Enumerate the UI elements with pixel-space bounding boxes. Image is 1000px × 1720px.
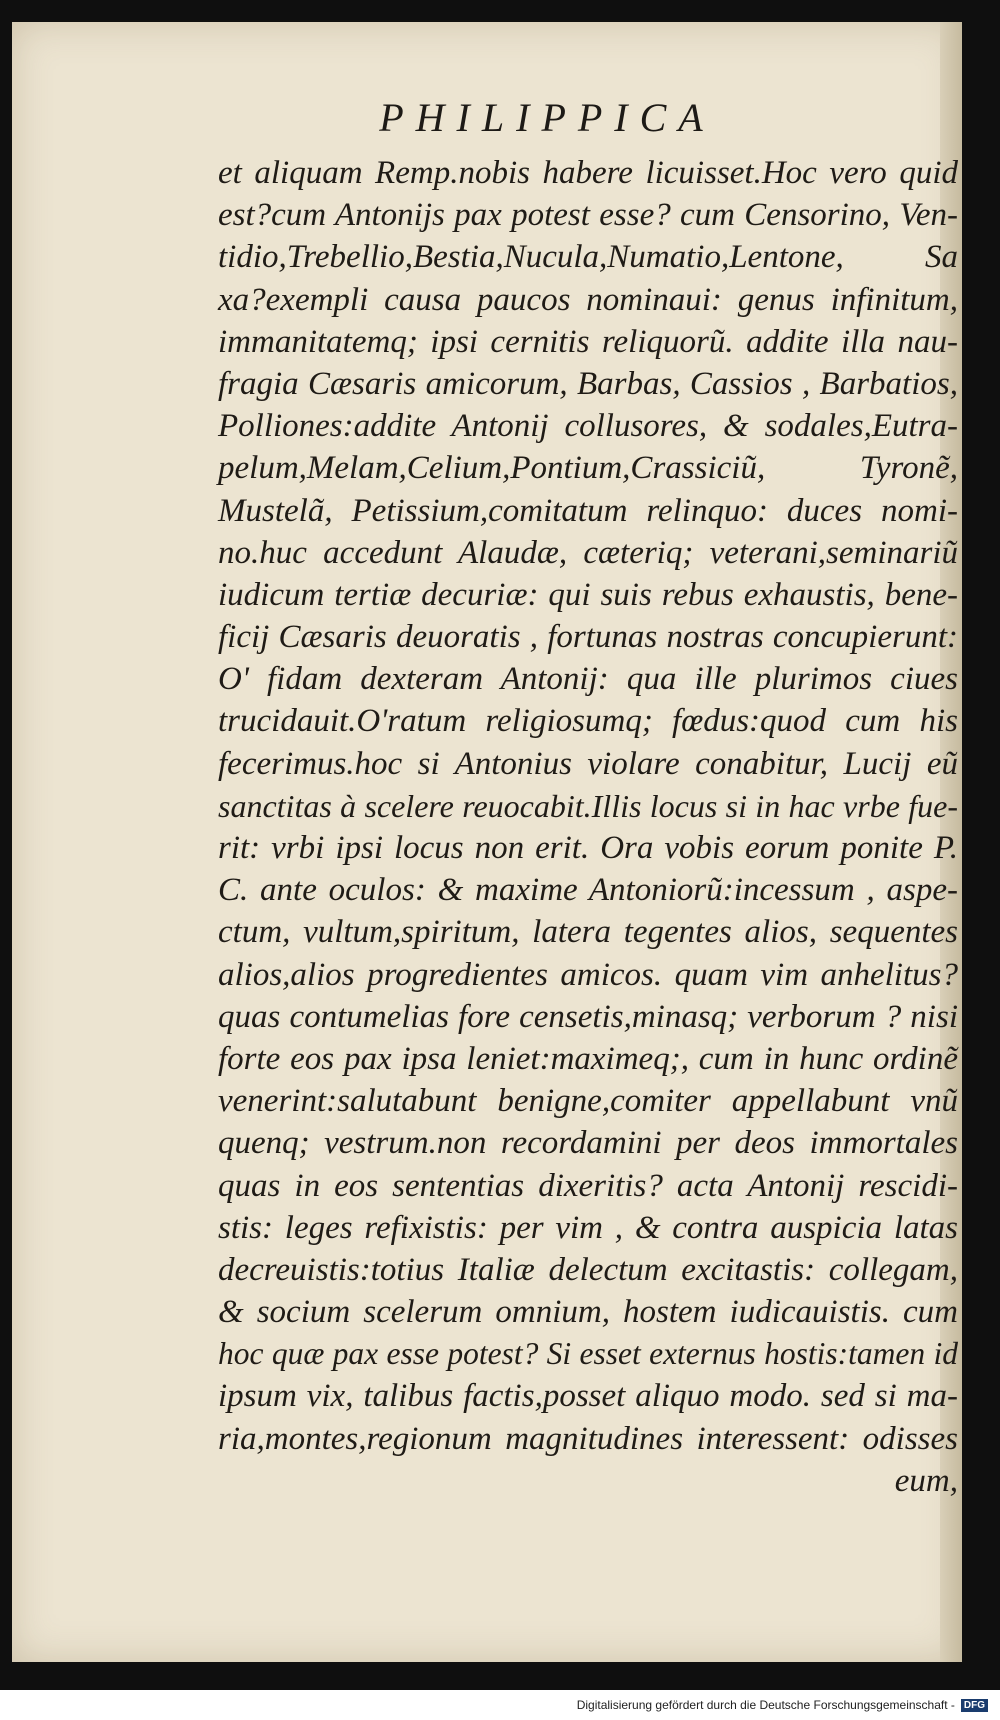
running-header: PHILIPPICA — [379, 95, 715, 140]
text-line: xa?exempli causa paucos nominaui: genus infinitum, — [218, 281, 958, 318]
text-line: decreuistis:totius Italiæ delectum excitastis: collegam, — [218, 1251, 958, 1288]
text-line: est?cum Antonijs pax potest esse? cum Censorino, Ven- — [218, 197, 958, 234]
text-line: trucidauit.O'ratum religiosumq; fœdus:quod cum his — [218, 703, 958, 740]
text-line: no.huc accedunt Alaudæ, cæteriq; veterani,seminariũ — [218, 534, 958, 571]
text-line: eum, — [894, 1462, 958, 1499]
text-line: quenq; vestrum.non recordamini per deos immortales — [218, 1125, 958, 1162]
dfg-logo: DFG — [961, 1699, 988, 1712]
text-line: et aliquam Remp.nobis habere licuisset.Hoc vero quid — [218, 155, 958, 191]
text-line: O' fidam dexteram Antonij: qua ille plurimos ciues — [218, 661, 958, 698]
text-line: alios,alios progredientes amicos. quam vim anhelitus? — [218, 956, 958, 993]
text-line: venerint:salutabunt benigne,comiter appellabunt vnũ — [218, 1083, 958, 1120]
text-line: immanitatemq; ipsi cernitis reliquorũ. addite illa nau- — [218, 323, 958, 360]
text-line: iudicum tertiæ decuriæ: qui suis rebus exhaustis, bene- — [218, 576, 958, 613]
text-line: C. ante oculos: & maxime Antoniorũ:incessum , aspe- — [218, 872, 958, 909]
text-line: ficij Cæsaris deuoratis , fortunas nostras concupierunt: — [218, 619, 958, 656]
text-line: ria,montes,regionum magnitudines interessent: odisses — [218, 1420, 958, 1457]
text-line: Mustelã, Petissium,comitatum relinquo: duces nomi- — [218, 492, 958, 529]
footer-credit: Digitalisierung gefördert durch die Deutsche Forschungsgemeinschaft - — [576, 1698, 955, 1712]
text-line: forte eos pax ipsa leniet:maximeq;, cum in hunc ordinẽ — [218, 1040, 958, 1077]
text-line: ctum, vultum,spiritum, latera tegentes alios, sequentes — [218, 914, 958, 951]
text-line: quas contumelias fore censetis,minasq; verborum ? nisi — [218, 998, 958, 1035]
text-line: fragia Cæsaris amicorum, Barbas, Cassios , Barbatios, — [218, 365, 958, 402]
text-block — [218, 152, 958, 1502]
text-line: fecerimus.hoc si Antonius violare conabitur, Lucij eũ — [218, 745, 958, 782]
digitization-footer — [0, 1690, 1000, 1720]
text-line: rit: vrbi ipsi locus non erit. Ora vobis eorum ponite P. — [218, 830, 958, 866]
text-line: & socium scelerum omnium, hostem iudicauistis. cum — [218, 1294, 958, 1331]
text-line: Polliones:addite Antonij collusores, & sodales,Eutra- — [218, 408, 958, 445]
text-line: ipsum vix, talibus factis,posset aliquo modo. sed si ma- — [218, 1378, 958, 1415]
text-line: quas in eos sententias dixeritis? acta Antonij rescidi- — [218, 1167, 958, 1204]
text-line: hoc quæ pax esse potest? Si esset externus hostis:tamen id — [218, 1336, 958, 1372]
book-page — [12, 22, 962, 1662]
text-line: pelum,Melam,Celium,Pontium,Crassiciũ, Tyronẽ, — [218, 450, 958, 487]
text-line: tidio,Trebellio,Bestia,Nucula,Numatio,Lentone, Sa — [218, 239, 958, 276]
text-line: stis: leges refixistis: per vim , & contra auspicia latas — [218, 1209, 958, 1246]
text-line: sanctitas à scelere reuocabit.Illis locus si in hac vrbe fue- — [218, 787, 958, 824]
